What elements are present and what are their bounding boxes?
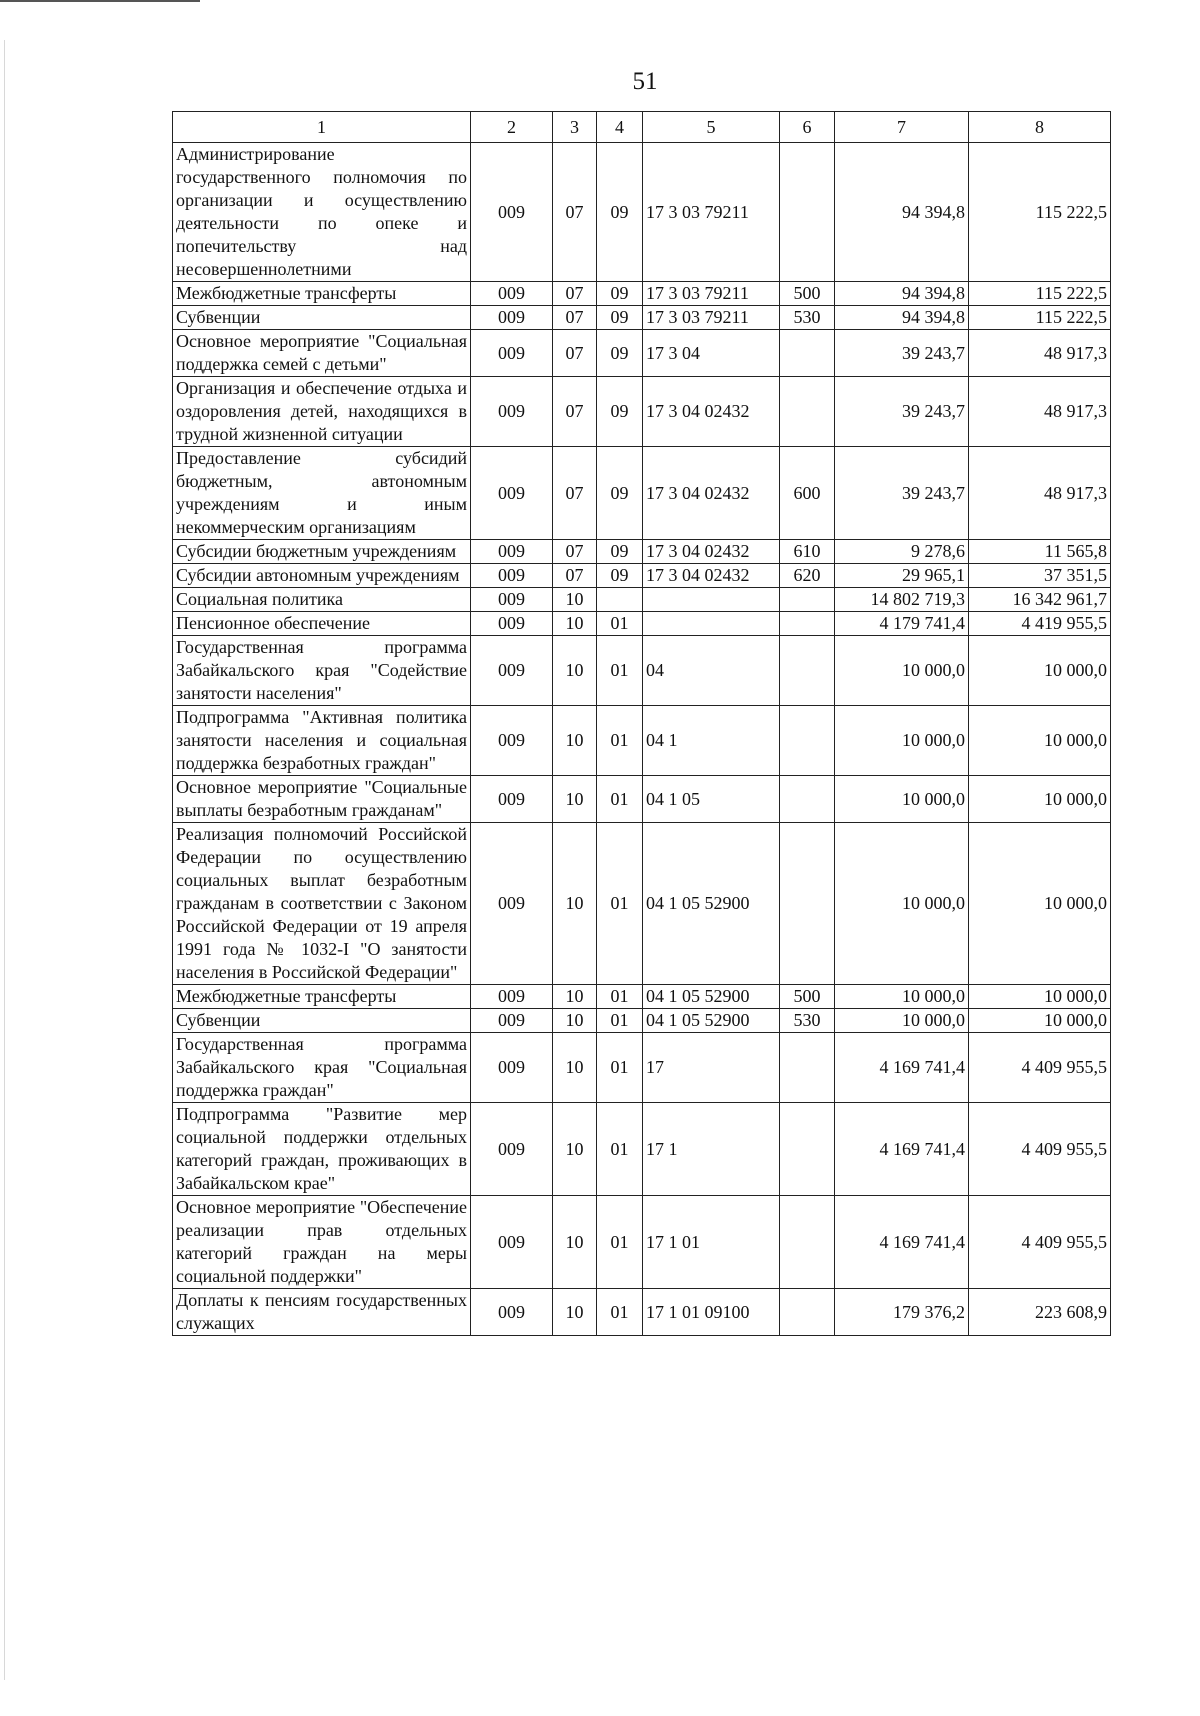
subsection-code-cell: 01: [597, 612, 643, 636]
subsection-code-cell: 01: [597, 1289, 643, 1336]
section-code-cell: 10: [553, 985, 597, 1009]
amount-year2-cell: 4 409 955,5: [969, 1033, 1111, 1103]
ved-code-cell: 009: [471, 985, 553, 1009]
amount-year1-cell: 39 243,7: [835, 377, 969, 447]
section-code-cell: 10: [553, 588, 597, 612]
budget-table: [172, 111, 1111, 1336]
target-article-cell: 04 1 05 52900: [643, 985, 780, 1009]
subsection-code-cell: 09: [597, 143, 643, 282]
ved-code-cell: 009: [471, 282, 553, 306]
row-name-cell: Субсидии бюджетным учреждениям: [173, 540, 471, 564]
amount-year2-cell: 10 000,0: [969, 636, 1111, 706]
subsection-code-cell: 09: [597, 447, 643, 540]
row-name-cell: Социальная политика: [173, 588, 471, 612]
row-name-cell: Администрирование государственного полномочия по организации и осуществлению деятельности по опеке и попечительству над несовершеннолетними: [173, 143, 471, 282]
subsection-code-cell: 01: [597, 636, 643, 706]
row-name-cell: Межбюджетные трансферты: [173, 282, 471, 306]
subsection-code-cell: 09: [597, 306, 643, 330]
ved-code-cell: 009: [471, 588, 553, 612]
table-row: [173, 588, 1111, 612]
ved-code-cell: 009: [471, 1196, 553, 1289]
table-row: [173, 1103, 1111, 1196]
amount-year1-cell: 4 169 741,4: [835, 1033, 969, 1103]
amount-year2-cell: 48 917,3: [969, 377, 1111, 447]
target-article-cell: 17 1: [643, 1103, 780, 1196]
amount-year2-cell: 10 000,0: [969, 776, 1111, 823]
amount-year1-cell: 39 243,7: [835, 447, 969, 540]
section-code-cell: 10: [553, 1009, 597, 1033]
table-row: [173, 706, 1111, 776]
expense-type-cell: 500: [780, 282, 835, 306]
row-name-cell: Субвенции: [173, 306, 471, 330]
amount-year2-cell: 4 409 955,5: [969, 1196, 1111, 1289]
column-header: 3: [553, 112, 597, 143]
amount-year1-cell: 10 000,0: [835, 1009, 969, 1033]
ved-code-cell: 009: [471, 330, 553, 377]
subsection-code-cell: 01: [597, 1196, 643, 1289]
section-code-cell: 07: [553, 447, 597, 540]
target-article-cell: 17 1 01: [643, 1196, 780, 1289]
target-article-cell: [643, 588, 780, 612]
column-header: 2: [471, 112, 553, 143]
header-row: [173, 112, 1111, 143]
section-code-cell: 10: [553, 636, 597, 706]
table-row: [173, 564, 1111, 588]
target-article-cell: 17 3 03 79211: [643, 143, 780, 282]
page-number: 51: [632, 68, 658, 95]
table-row: [173, 540, 1111, 564]
amount-year2-cell: 37 351,5: [969, 564, 1111, 588]
subsection-code-cell: 01: [597, 1103, 643, 1196]
target-article-cell: 17: [643, 1033, 780, 1103]
row-name-cell: Субвенции: [173, 1009, 471, 1033]
target-article-cell: 17 3 04 02432: [643, 377, 780, 447]
expense-type-cell: [780, 1289, 835, 1336]
expense-type-cell: [780, 330, 835, 377]
table-row: [173, 377, 1111, 447]
ved-code-cell: 009: [471, 1103, 553, 1196]
amount-year1-cell: 94 394,8: [835, 282, 969, 306]
row-name-cell: Доплаты к пенсиям государственных служащих: [173, 1289, 471, 1336]
expense-type-cell: 600: [780, 447, 835, 540]
target-article-cell: 04 1 05 52900: [643, 1009, 780, 1033]
expense-type-cell: 530: [780, 1009, 835, 1033]
section-code-cell: 07: [553, 377, 597, 447]
section-code-cell: 10: [553, 823, 597, 985]
expense-type-cell: [780, 706, 835, 776]
ved-code-cell: 009: [471, 1289, 553, 1336]
row-name-cell: Основное мероприятие "Обеспечение реализации прав отдельных категорий граждан на меры социальной поддержки": [173, 1196, 471, 1289]
amount-year1-cell: 4 179 741,4: [835, 612, 969, 636]
table-row: [173, 1196, 1111, 1289]
expense-type-cell: [780, 1196, 835, 1289]
subsection-code-cell: 01: [597, 1009, 643, 1033]
amount-year1-cell: 4 169 741,4: [835, 1196, 969, 1289]
amount-year2-cell: 16 342 961,7: [969, 588, 1111, 612]
amount-year2-cell: 48 917,3: [969, 447, 1111, 540]
target-article-cell: 04 1 05 52900: [643, 823, 780, 985]
target-article-cell: 17 1 01 09100: [643, 1289, 780, 1336]
amount-year2-cell: 4 409 955,5: [969, 1103, 1111, 1196]
row-name-cell: Подпрограмма "Активная политика занятости населения и социальная поддержка безработных граждан": [173, 706, 471, 776]
ved-code-cell: 009: [471, 776, 553, 823]
column-header: 4: [597, 112, 643, 143]
row-name-cell: Подпрограмма "Развитие мер социальной поддержки отдельных категорий граждан, проживающих в Забайкальском крае": [173, 1103, 471, 1196]
amount-year2-cell: 115 222,5: [969, 306, 1111, 330]
ved-code-cell: 009: [471, 306, 553, 330]
ved-code-cell: 009: [471, 1009, 553, 1033]
amount-year2-cell: 10 000,0: [969, 985, 1111, 1009]
table-row: [173, 823, 1111, 985]
amount-year2-cell: 10 000,0: [969, 1009, 1111, 1033]
row-name-cell: Межбюджетные трансферты: [173, 985, 471, 1009]
row-name-cell: Государственная программа Забайкальского края "Социальная поддержка граждан": [173, 1033, 471, 1103]
ved-code-cell: 009: [471, 564, 553, 588]
expense-type-cell: [780, 612, 835, 636]
expense-type-cell: [780, 377, 835, 447]
expense-type-cell: [780, 776, 835, 823]
section-code-cell: 07: [553, 282, 597, 306]
section-code-cell: 07: [553, 330, 597, 377]
subsection-code-cell: 09: [597, 330, 643, 377]
subsection-code-cell: 01: [597, 706, 643, 776]
ved-code-cell: 009: [471, 143, 553, 282]
table-row: [173, 306, 1111, 330]
section-code-cell: 07: [553, 143, 597, 282]
column-header: 5: [643, 112, 780, 143]
column-header: 7: [835, 112, 969, 143]
target-article-cell: 17 3 03 79211: [643, 306, 780, 330]
subsection-code-cell: 01: [597, 1033, 643, 1103]
target-article-cell: 17 3 04 02432: [643, 564, 780, 588]
amount-year1-cell: 94 394,8: [835, 306, 969, 330]
expense-type-cell: [780, 1033, 835, 1103]
row-name-cell: Государственная программа Забайкальского края "Содействие занятости населения": [173, 636, 471, 706]
row-name-cell: Основное мероприятие "Социальная поддержка семей с детьми": [173, 330, 471, 377]
amount-year2-cell: 223 608,9: [969, 1289, 1111, 1336]
table-row: [173, 776, 1111, 823]
amount-year1-cell: 10 000,0: [835, 776, 969, 823]
table-row: [173, 282, 1111, 306]
scan-edge-line: [0, 0, 200, 2]
section-code-cell: 10: [553, 1289, 597, 1336]
ved-code-cell: 009: [471, 540, 553, 564]
amount-year1-cell: 179 376,2: [835, 1289, 969, 1336]
amount-year2-cell: 10 000,0: [969, 823, 1111, 985]
expense-type-cell: [780, 1103, 835, 1196]
section-code-cell: 10: [553, 706, 597, 776]
table-row: [173, 1289, 1111, 1336]
amount-year2-cell: 48 917,3: [969, 330, 1111, 377]
expense-type-cell: 500: [780, 985, 835, 1009]
target-article-cell: 04 1: [643, 706, 780, 776]
expense-type-cell: [780, 636, 835, 706]
expense-type-cell: 620: [780, 564, 835, 588]
ved-code-cell: 009: [471, 636, 553, 706]
expense-type-cell: 530: [780, 306, 835, 330]
amount-year1-cell: 10 000,0: [835, 985, 969, 1009]
table-row: [173, 447, 1111, 540]
table-row: [173, 612, 1111, 636]
table-row: [173, 143, 1111, 282]
subsection-code-cell: 01: [597, 985, 643, 1009]
target-article-cell: [643, 612, 780, 636]
amount-year1-cell: 10 000,0: [835, 636, 969, 706]
section-code-cell: 10: [553, 776, 597, 823]
expense-type-cell: [780, 143, 835, 282]
subsection-code-cell: 01: [597, 776, 643, 823]
amount-year1-cell: 4 169 741,4: [835, 1103, 969, 1196]
row-name-cell: Пенсионное обеспечение: [173, 612, 471, 636]
ved-code-cell: 009: [471, 1033, 553, 1103]
section-code-cell: 10: [553, 1196, 597, 1289]
ved-code-cell: 009: [471, 823, 553, 985]
target-article-cell: 17 3 04 02432: [643, 447, 780, 540]
target-article-cell: 04 1 05: [643, 776, 780, 823]
table-row: [173, 330, 1111, 377]
section-code-cell: 07: [553, 564, 597, 588]
table-row: [173, 1033, 1111, 1103]
target-article-cell: 17 3 04: [643, 330, 780, 377]
subsection-code-cell: 09: [597, 540, 643, 564]
amount-year1-cell: 10 000,0: [835, 706, 969, 776]
table-body: [173, 143, 1111, 1336]
row-name-cell: Основное мероприятие "Социальные выплаты безработным гражданам": [173, 776, 471, 823]
target-article-cell: 04: [643, 636, 780, 706]
column-header: 8: [969, 112, 1111, 143]
ved-code-cell: 009: [471, 706, 553, 776]
amount-year1-cell: 29 965,1: [835, 564, 969, 588]
amount-year1-cell: 39 243,7: [835, 330, 969, 377]
expense-type-cell: 610: [780, 540, 835, 564]
row-name-cell: Организация и обеспечение отдыха и оздоровления детей, находящихся в трудной жизненной ситуации: [173, 377, 471, 447]
amount-year1-cell: 9 278,6: [835, 540, 969, 564]
table-row: [173, 985, 1111, 1009]
row-name-cell: Субсидии автономным учреждениям: [173, 564, 471, 588]
amount-year2-cell: 115 222,5: [969, 143, 1111, 282]
scan-edge-line: [4, 40, 5, 1680]
amount-year2-cell: 11 565,8: [969, 540, 1111, 564]
target-article-cell: 17 3 03 79211: [643, 282, 780, 306]
amount-year1-cell: 14 802 719,3: [835, 588, 969, 612]
subsection-code-cell: 09: [597, 377, 643, 447]
amount-year2-cell: 4 419 955,5: [969, 612, 1111, 636]
table-row: [173, 636, 1111, 706]
subsection-code-cell: 09: [597, 282, 643, 306]
column-header: 1: [173, 112, 471, 143]
expense-type-cell: [780, 588, 835, 612]
subsection-code-cell: [597, 588, 643, 612]
subsection-code-cell: 09: [597, 564, 643, 588]
section-code-cell: 10: [553, 612, 597, 636]
section-code-cell: 10: [553, 1103, 597, 1196]
amount-year2-cell: 115 222,5: [969, 282, 1111, 306]
column-header: 6: [780, 112, 835, 143]
ved-code-cell: 009: [471, 377, 553, 447]
amount-year1-cell: 10 000,0: [835, 823, 969, 985]
row-name-cell: Предоставление субсидий бюджетным, автономным учреждениям и иным некоммерческим организациям: [173, 447, 471, 540]
subsection-code-cell: 01: [597, 823, 643, 985]
expense-type-cell: [780, 823, 835, 985]
ved-code-cell: 009: [471, 612, 553, 636]
section-code-cell: 07: [553, 540, 597, 564]
row-name-cell: Реализация полномочий Российской Федерации по осуществлению социальных выплат безработным гражданам в соответствии с Законом Российской Федерации от 19 апреля 1991 года № 1032-I "О занятости населения в Российской Федерации": [173, 823, 471, 985]
target-article-cell: 17 3 04 02432: [643, 540, 780, 564]
section-code-cell: 07: [553, 306, 597, 330]
table-row: [173, 1009, 1111, 1033]
section-code-cell: 10: [553, 1033, 597, 1103]
amount-year1-cell: 94 394,8: [835, 143, 969, 282]
ved-code-cell: 009: [471, 447, 553, 540]
amount-year2-cell: 10 000,0: [969, 706, 1111, 776]
